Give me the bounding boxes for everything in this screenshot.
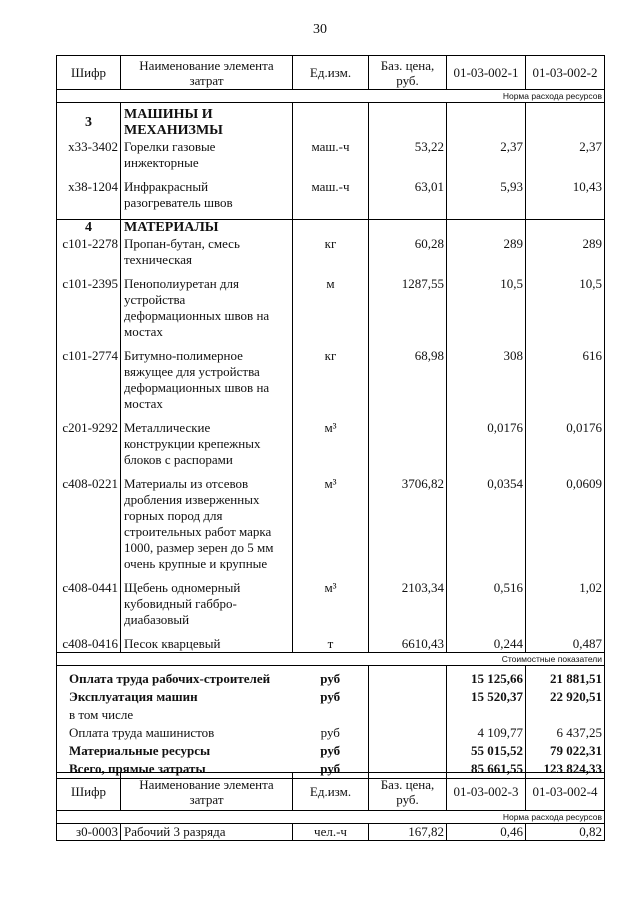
header-code: Шифр bbox=[57, 56, 121, 90]
row-unit: м³ bbox=[293, 580, 369, 636]
table2-header-row bbox=[57, 773, 605, 811]
row-name bbox=[121, 276, 293, 348]
row-price: 1287,55 bbox=[369, 276, 447, 348]
summary-value-1: 55 015,52 bbox=[447, 742, 526, 760]
row-name-line: техническая bbox=[124, 252, 192, 267]
t2-header-name bbox=[121, 773, 293, 811]
row-value-1: 0,244 bbox=[447, 636, 526, 653]
row-name-line: Инфракрасный bbox=[124, 179, 209, 194]
row-code: х38-1204 bbox=[57, 179, 121, 220]
summary-value-2: 22 920,51 bbox=[526, 688, 605, 706]
row-name bbox=[121, 420, 293, 476]
t2-header-code: Шифр bbox=[57, 773, 121, 811]
empty-cell bbox=[369, 688, 447, 706]
section-title-line1: МАТЕРИАЛЫ bbox=[124, 220, 219, 235]
row-value-2: 289 bbox=[526, 236, 605, 276]
summary-unit bbox=[293, 706, 369, 724]
summary-label: Всего, прямые затраты bbox=[57, 760, 293, 779]
header-col1: 01-03-002-1 bbox=[447, 56, 526, 90]
header-col2: 01-03-002-2 bbox=[526, 56, 605, 90]
row-name-line: деформационных швов на bbox=[124, 308, 270, 323]
row-name bbox=[121, 139, 293, 179]
row-name bbox=[121, 236, 293, 276]
summary-unit: руб bbox=[293, 760, 369, 779]
summary-row bbox=[57, 724, 605, 742]
summary-unit: руб bbox=[293, 742, 369, 760]
section-header-row bbox=[57, 103, 605, 140]
row-name-line: очень крупные и крупные bbox=[124, 556, 268, 571]
row-name-line: блоков с распорами bbox=[124, 452, 233, 467]
row-value-1: 0,0354 bbox=[447, 476, 526, 580]
summary-label: Оплата труда рабочих-строителей bbox=[57, 666, 293, 689]
page-number: 30 bbox=[313, 22, 327, 37]
table-row bbox=[57, 824, 605, 841]
row-code: с408-0416 bbox=[57, 636, 121, 653]
empty-cell bbox=[369, 724, 447, 742]
row-name-line: строительных работ марка bbox=[124, 524, 272, 539]
table-row bbox=[57, 236, 605, 276]
row-value-2: 0,82 bbox=[526, 824, 605, 841]
row-value-2: 616 bbox=[526, 348, 605, 420]
table-row bbox=[57, 476, 605, 580]
row-unit: маш.-ч bbox=[293, 139, 369, 179]
t2-header-price-line2: руб. bbox=[396, 791, 419, 807]
row-price: 53,22 bbox=[369, 139, 447, 179]
row-value-2: 0,487 bbox=[526, 636, 605, 653]
t2-header-col2: 01-03-002-4 bbox=[526, 773, 605, 811]
row-value-1: 289 bbox=[447, 236, 526, 276]
empty-cell bbox=[447, 220, 526, 237]
t2-header-name-line1: Наименование элемента bbox=[139, 776, 274, 792]
summary-value-1: 4 109,77 bbox=[447, 724, 526, 742]
row-value-1: 5,93 bbox=[447, 179, 526, 220]
empty-cell bbox=[293, 103, 369, 140]
row-price: 6610,43 bbox=[369, 636, 447, 653]
t2-band-row-norm bbox=[57, 811, 605, 824]
row-unit: кг bbox=[293, 348, 369, 420]
row-value-2: 1,02 bbox=[526, 580, 605, 636]
row-value-1: 0,0176 bbox=[447, 420, 526, 476]
summary-label: Оплата труда машинистов bbox=[57, 724, 293, 742]
t2-band-norm-label: Норма расхода ресурсов bbox=[57, 811, 605, 824]
section-title bbox=[121, 220, 293, 237]
row-name-line: Горелки газовые bbox=[124, 139, 216, 154]
row-code: с408-0221 bbox=[57, 476, 121, 580]
band-cost-label: Стоимостные показатели bbox=[57, 653, 605, 666]
empty-cell bbox=[369, 742, 447, 760]
summary-value-2: 79 022,31 bbox=[526, 742, 605, 760]
header-price-line1: Баз. цена, bbox=[380, 57, 435, 73]
t2-header-price bbox=[369, 773, 447, 811]
row-value-2: 10,5 bbox=[526, 276, 605, 348]
row-name-line: инжекторные bbox=[124, 155, 199, 170]
row-name-line: конструкции крепежных bbox=[124, 436, 261, 451]
band-row-norm bbox=[57, 90, 605, 103]
section-number: 4 bbox=[57, 220, 121, 237]
row-value-1: 308 bbox=[447, 348, 526, 420]
row-price: 2103,34 bbox=[369, 580, 447, 636]
row-name bbox=[121, 179, 293, 220]
row-name-line: Битумно-полимерное bbox=[124, 348, 243, 363]
header-price-line2: руб. bbox=[396, 72, 419, 88]
row-value-1: 0,46 bbox=[447, 824, 526, 841]
row-name-line: кубовидный габбро- bbox=[124, 596, 237, 611]
empty-cell bbox=[526, 103, 605, 140]
row-name-line: дробления изверженных bbox=[124, 492, 260, 507]
row-unit: м bbox=[293, 276, 369, 348]
header-name-line1: Наименование элемента bbox=[139, 57, 274, 73]
row-price: 63,01 bbox=[369, 179, 447, 220]
header-name-line2: затрат bbox=[189, 72, 224, 88]
summary-unit: руб bbox=[293, 688, 369, 706]
row-name-line: Металлические bbox=[124, 420, 211, 435]
row-name-line: диабазовый bbox=[124, 612, 190, 627]
summary-value-1: 15 520,37 bbox=[447, 688, 526, 706]
row-price: 3706,82 bbox=[369, 476, 447, 580]
empty-cell bbox=[293, 220, 369, 237]
section-title-line1: МАШИНЫ И bbox=[124, 107, 213, 122]
table-header-row bbox=[57, 56, 605, 90]
summary-row bbox=[57, 706, 605, 724]
section-title bbox=[121, 103, 293, 140]
section-header-row bbox=[57, 220, 605, 237]
summary-value-1: 15 125,66 bbox=[447, 666, 526, 689]
row-value-2: 0,0176 bbox=[526, 420, 605, 476]
row-name bbox=[121, 580, 293, 636]
summary-value-2: 21 881,51 bbox=[526, 666, 605, 689]
row-name-line: Пенополиуретан для bbox=[124, 276, 240, 291]
row-price: 68,98 bbox=[369, 348, 447, 420]
t2-header-col1: 01-03-002-3 bbox=[447, 773, 526, 811]
row-code: с101-2774 bbox=[57, 348, 121, 420]
table-row bbox=[57, 636, 605, 653]
row-name-line: мостах bbox=[124, 324, 163, 339]
table-row bbox=[57, 348, 605, 420]
row-value-2: 2,37 bbox=[526, 139, 605, 179]
header-name bbox=[121, 56, 293, 90]
empty-cell bbox=[369, 103, 447, 140]
row-name-line: разогреватель швов bbox=[124, 195, 233, 210]
section-title-line2: МЕХАНИЗМЫ bbox=[124, 123, 223, 138]
empty-cell bbox=[369, 706, 447, 724]
table-row bbox=[57, 179, 605, 220]
row-name-line: устройства bbox=[124, 292, 186, 307]
band-row-cost bbox=[57, 653, 605, 666]
row-price: 167,82 bbox=[369, 824, 447, 841]
row-value-1: 2,37 bbox=[447, 139, 526, 179]
table-row bbox=[57, 139, 605, 179]
empty-cell bbox=[447, 103, 526, 140]
t2-header-price-line1: Баз. цена, bbox=[380, 776, 435, 792]
summary-label: Эксплуатация машин bbox=[57, 688, 293, 706]
row-unit: м³ bbox=[293, 420, 369, 476]
row-name-line: мостах bbox=[124, 396, 163, 411]
summary-value-2: 123 824,33 bbox=[526, 760, 605, 779]
row-name-line: Материалы из отсевов bbox=[124, 476, 249, 491]
row-price bbox=[369, 420, 447, 476]
row-name-line: Щебень одномерный bbox=[124, 580, 241, 595]
row-code: з0-0003 bbox=[57, 824, 121, 841]
summary-label: Материальные ресурсы bbox=[57, 742, 293, 760]
row-unit: м³ bbox=[293, 476, 369, 580]
row-unit: маш.-ч bbox=[293, 179, 369, 220]
table-row bbox=[57, 420, 605, 476]
row-unit: чел.-ч bbox=[293, 824, 369, 841]
row-code: с101-2395 bbox=[57, 276, 121, 348]
row-price: 60,28 bbox=[369, 236, 447, 276]
row-name-line: 1000, размер зерен до 5 мм bbox=[124, 540, 274, 555]
section-number: 3 bbox=[57, 103, 121, 140]
empty-cell bbox=[526, 220, 605, 237]
row-value-2: 10,43 bbox=[526, 179, 605, 220]
summary-label: в том числе bbox=[57, 706, 293, 724]
row-name bbox=[121, 476, 293, 580]
row-name-line: горных пород для bbox=[124, 508, 223, 523]
row-value-2: 0,0609 bbox=[526, 476, 605, 580]
empty-cell bbox=[369, 220, 447, 237]
row-name-line: вяжущее для устройства bbox=[124, 364, 260, 379]
table-row bbox=[57, 276, 605, 348]
row-code: с101-2278 bbox=[57, 236, 121, 276]
t2-header-name-line2: затрат bbox=[189, 791, 224, 807]
row-name-line: Песок кварцевый bbox=[124, 636, 221, 651]
row-value-1: 0,516 bbox=[447, 580, 526, 636]
row-name: Рабочий 3 разряда bbox=[121, 824, 293, 841]
band-norm-label: Норма расхода ресурсов bbox=[57, 90, 605, 103]
t2-header-unit: Ед.изм. bbox=[293, 773, 369, 811]
summary-unit: руб bbox=[293, 724, 369, 742]
row-name-line: деформационных швов на bbox=[124, 380, 270, 395]
summary-row bbox=[57, 666, 605, 689]
resource-norms-table-2 bbox=[56, 772, 605, 841]
summary-unit: руб bbox=[293, 666, 369, 689]
row-name bbox=[121, 348, 293, 420]
row-value-1: 10,5 bbox=[447, 276, 526, 348]
row-name-line: Пропан-бутан, смесь bbox=[124, 236, 240, 251]
row-name bbox=[121, 636, 293, 653]
resource-norms-table bbox=[56, 55, 605, 779]
row-unit: кг bbox=[293, 236, 369, 276]
row-code: с201-9292 bbox=[57, 420, 121, 476]
header-price bbox=[369, 56, 447, 90]
summary-row bbox=[57, 688, 605, 706]
row-unit: т bbox=[293, 636, 369, 653]
row-code: х33-3402 bbox=[57, 139, 121, 179]
empty-cell bbox=[369, 666, 447, 689]
summary-value-2: 6 437,25 bbox=[526, 724, 605, 742]
table-row bbox=[57, 580, 605, 636]
summary-value-2 bbox=[526, 706, 605, 724]
header-unit: Ед.изм. bbox=[293, 56, 369, 90]
row-code: с408-0441 bbox=[57, 580, 121, 636]
summary-row bbox=[57, 742, 605, 760]
summary-value-1 bbox=[447, 706, 526, 724]
summary-value-1: 85 661,55 bbox=[447, 760, 526, 779]
